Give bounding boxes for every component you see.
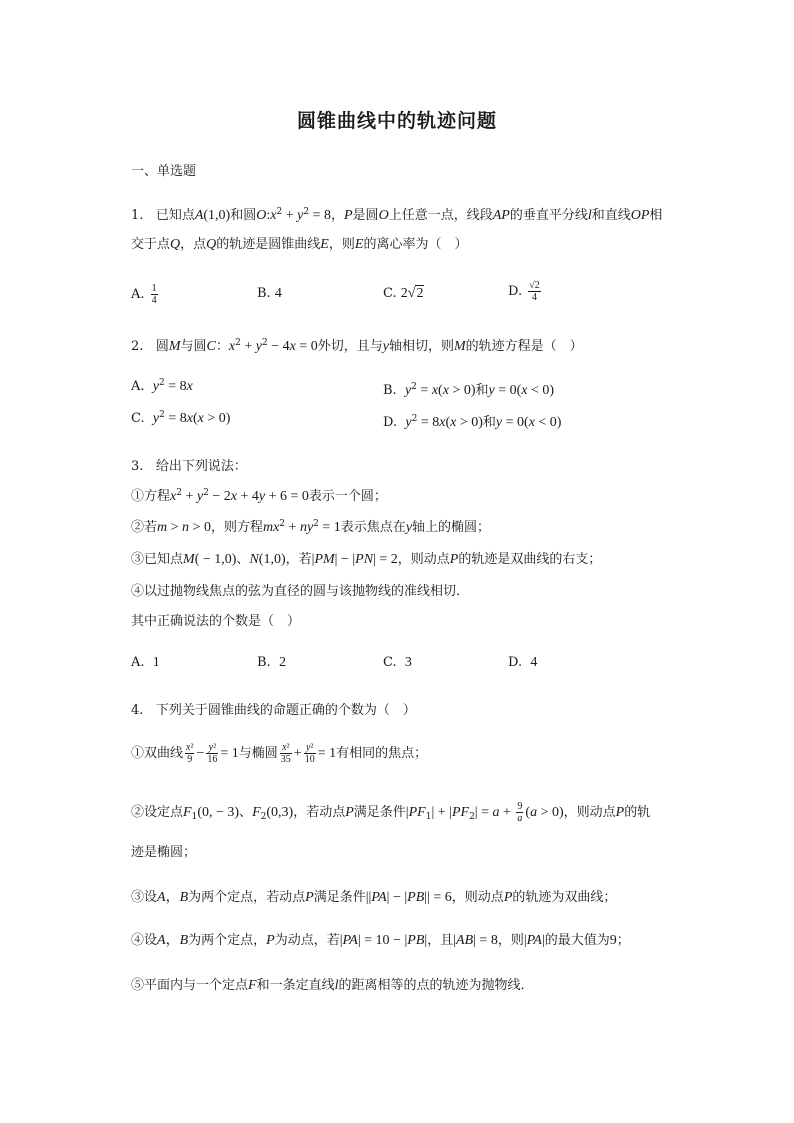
q3-number: 3.: [131, 459, 144, 474]
section-heading: 一、单选题: [131, 164, 197, 179]
q1-option-c[interactable]: C. 2√2: [383, 286, 424, 301]
q4-stem: 4. 下列关于圆锥曲线的命题正确的个数为（ ）: [131, 703, 416, 718]
q4-statement-2-cont: 迹是椭圆；: [131, 845, 197, 860]
q3-statement-3: ③已知点M( − 1,0)、N(1,0)，若|PM| − |PN| = 2，则动点P的轨迹是双曲线的右支；: [131, 552, 602, 567]
page-title: 圆锥曲线中的轨迹问题: [296, 110, 497, 132]
q1-number: 1.: [131, 208, 144, 223]
q1-option-d[interactable]: D. $\frac{√2}{4}$: [508, 280, 540, 303]
fraction: $\frac{√2}{4}$: [529, 280, 540, 303]
q4-number: 4.: [131, 703, 144, 718]
q1-option-a[interactable]: A. $\frac{1}{4}$: [131, 283, 157, 306]
q3-option-b[interactable]: B. 2: [257, 655, 286, 670]
q2-option-c[interactable]: C. $y^2 = 8x(x > 0)$: [131, 410, 231, 426]
fraction: $\frac{1}{4}$: [151, 283, 157, 306]
q2-number: 2.: [131, 339, 144, 354]
q4-statement-5: ⑤平面内与一个定点F和一条定直线l的距离相等的点的轨迹为抛物线．: [131, 978, 534, 993]
q1-line-2: 交于点Q，点Q的轨迹是圆锥曲线E，则E的离心率为（ ）: [131, 237, 468, 252]
q3-statement-1: ①方程$x^2 + y^2 - 2x + 4y + 6 = 0$表示一个圆；: [131, 488, 387, 504]
q3-statement-4: ④以过抛物线焦点的弦为直径的圆与该抛物线的准线相切．: [131, 584, 470, 599]
q3-stem: 3. 给出下列说法：: [131, 459, 247, 474]
q1-line-1: 1. 已知点A(1,0)和圆$O:x^2 + y^2 = 8$，P是圆O上任意一点，线段AP的垂直平分线l和直线OP相: [131, 207, 663, 223]
q2-option-a[interactable]: A. $y^2 = 8x$: [131, 378, 193, 394]
q3-option-c[interactable]: C. 3: [383, 655, 412, 670]
q4-statement-2: ②设定点$F_1(0$, − 3)、$F_2(0,3)$，若动点P满足条件$|PF_1| + |PF_2| = a$ + $\frac{9}{a}$ (a > 0)，则动点P的轨: [131, 801, 651, 824]
q2-option-d[interactable]: D. $y^2 = 8x(x > 0)$和y = 0(x < 0): [383, 414, 562, 430]
q2-option-b[interactable]: B. $y^2 = x(x > 0)$和y = 0(x < 0): [383, 382, 555, 398]
q2-stem: 2. 圆M与圆C：$x^2 + y^2 - 4x = 0$外切，且与y轴相切，则M的轨迹方程是（ ）: [131, 338, 583, 354]
q4-statement-4: ④设A，B为两个定点，P为动点，若|PA| = 10 − |PB|，且|AB| = 8，则|PA|的最大值为9；: [131, 933, 630, 948]
q3-statement-2: ②若m > n > 0，则方程$mx^2 + ny^2 = 1$表示焦点在y轴上的椭圆；: [131, 519, 491, 535]
q4-statement-3: ③设A，B为两个定点，若动点P满足条件||PA| − |PB|| = 6，则动点P的轨迹为双曲线；: [131, 890, 617, 905]
q3-option-d[interactable]: D. 4: [508, 655, 538, 670]
q3-ask: 其中正确说法的个数是（ ）: [131, 614, 301, 629]
q3-option-a[interactable]: A. 1: [131, 655, 160, 670]
q1-option-b[interactable]: B. 4: [257, 286, 282, 301]
q4-statement-1: ①双曲线 $\frac{\text{x²}}{9}$ − $\frac{\text{y²}}{16}$ = 1与椭圆 $\frac{\text{x²}}{35}$ + $\frac{\text{y²}}{10}$ = 1有相同的焦点；: [131, 742, 428, 765]
